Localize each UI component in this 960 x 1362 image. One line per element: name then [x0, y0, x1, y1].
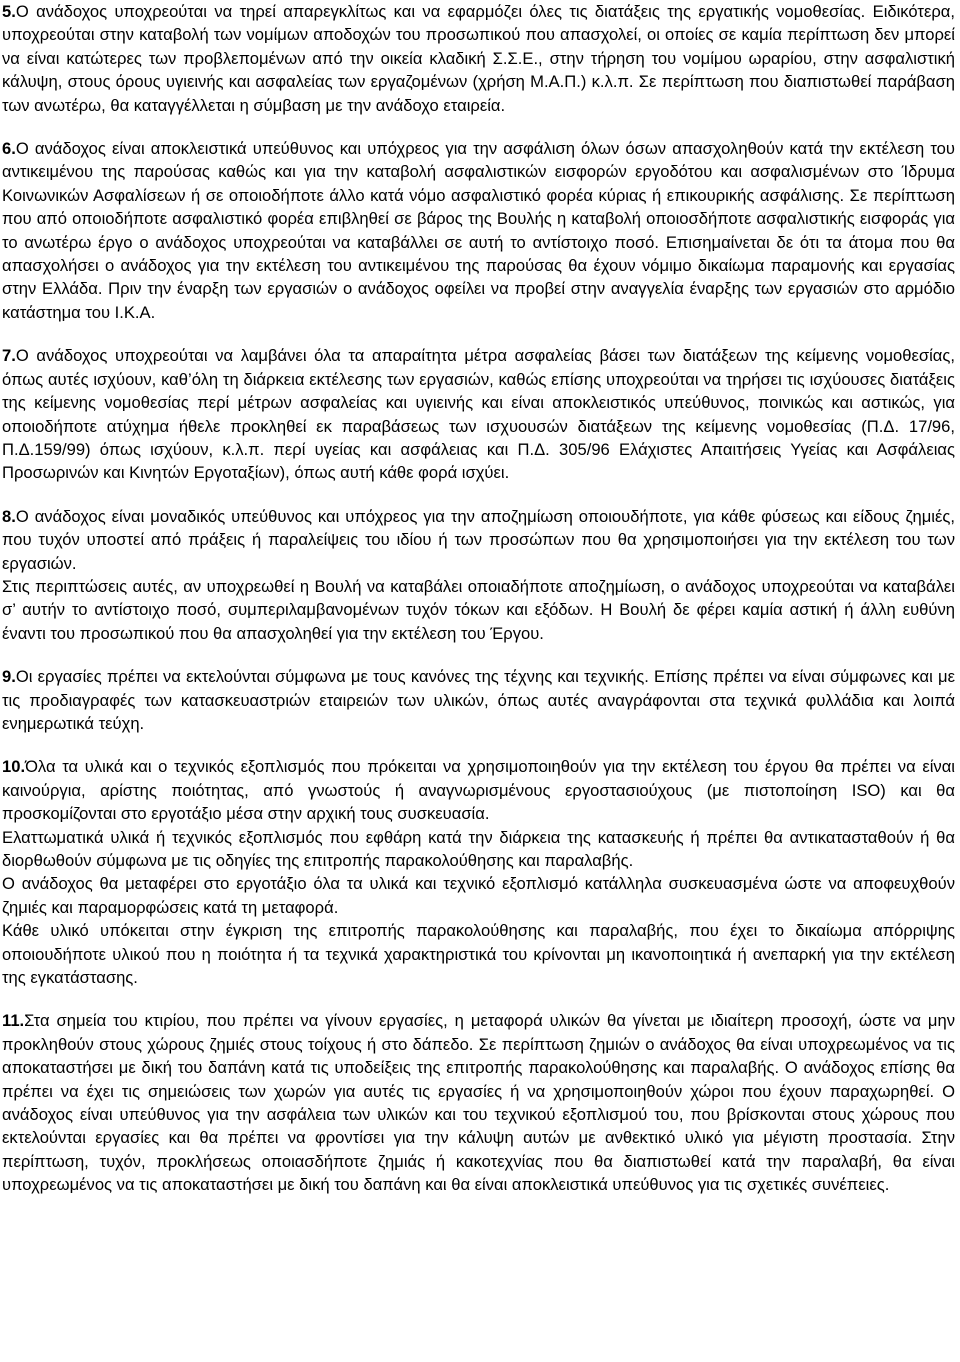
clause-number: 6. — [2, 139, 16, 159]
clause-10-continuation: Κάθε υλικό υπόκειται στην έγκριση της επιτροπής παρακολούθησης και παραλαβής, που έχει το δικαίωμα απόρριψης οποιουδήποτε υλικού που η ποιότητα ή τα τεχνικά χαρακτηριστικά του κρίνονται μη ικανοποιητικά ή ανεπαρκή για την εκτέλεση της εγκατάστασης. — [2, 921, 955, 988]
clause-8-continuation: Στις περιπτώσεις αυτές, αν υποχρεωθεί η Βουλή να καταβάλει οποιαδήποτε αποζημίωση, ο ανάδοχος υποχρεούται να καταβάλει σ’ αυτήν το αντίστοιχο ποσό, συμπεριλαμβανομένων τυχόν τόκων και εξόδων. Η Βουλή δε φέρει καμία αστική ή άλλη ευθύνη έναντι του προσωπικού που θα απασχοληθεί για την εκτέλεση του Έργου. — [2, 576, 955, 643]
clause-number: 10. — [2, 757, 26, 777]
clause-11 — [2, 1009, 955, 1196]
clause-10-continuation: Ελαττωματικά υλικά ή τεχνικός εξοπλισμός που εφθάρη κατά την διάρκεια της κατασκευής ή πρέπει θα αντικατασταθούν ή θα διορθωθούν σύμφωνα με τις οδηγίες της επιτροπής παρακολούθησης και παραλαβής. — [2, 827, 955, 870]
clause-10-continuation: Ο ανάδοχος θα μεταφέρει στο εργοτάξιο όλα τα υλικά και τεχνικό εξοπλισμό κατάλληλα συσκευασμένα ώστε να αποφευχθούν ζημιές και παραμορφώσεις κατά τη μεταφορά. — [2, 874, 955, 917]
clause-number: 8. — [2, 506, 16, 526]
clause-text: Όλα τα υλικά και ο τεχνικός εξοπλισμός που πρόκειται να χρησιμοποιηθούν για την εκτέλεση του έργου θα πρέπει να είναι καινούργια, αρίστης ποιότητας, από γνωστούς ή αναγνωρισμένους εργοστασιούχους (με πιστοποίηση ISO) και θα προσκομίζονται στο εργοτάξιο μέσα στην αρχική τους συσκευασία. — [2, 757, 955, 824]
clause-7 — [2, 344, 955, 484]
clause-5 — [2, 0, 955, 117]
clause-text: Οι εργασίες πρέπει να εκτελούνται σύμφωνα με τους κανόνες της τέχνης και τεχνικής. Επίσης πρέπει να είναι σύμφωνες και με τις προδιαγραφές των κατασκευαστριών εταιρειών των υλικών, όπως αυτές αναγράφονται στα τεχνικά φυλλάδια και λοιπά ενημερωτικά τεύχη. — [2, 667, 955, 733]
clause-text: Ο ανάδοχος υποχρεούται να λαμβάνει όλα τα απαραίτητα μέτρα ασφαλείας βάσει των διατάξεων της κείμενης νομοθεσίας, όπως αυτές ισχύουν, καθ’όλη τη διάρκεια εκτέλεσης των εργασιών, καθώς επίσης υποχρεούται να τηρήσει τις ισχύουσες διατάξεις της κείμενης νομοθεσίας περί μέτρων ασφαλείας και υγιεινής και είναι αποκλειστικός υπεύθυνος, ποινικώς και αστικώς, για οποιοδήποτε ατύχημα ήθελε προκληθεί εκ παραβάσεως των ισχυουσών διατάξεων της κείμενης νομοθεσίας (Π.Δ. 17/96, Π.Δ.159/99) όπως ισχύουν, κ.λ.π. περί υγείας και ασφάλειας και Π.Δ. 305/96 Ελάχιστες Απαιτήσεις Υγείας και Ασφάλειας Προσωρινών και Κινητών Εργοταξίων), όπως αυτή κάθε φορά ισχύει. — [2, 346, 955, 483]
clause-6 — [2, 137, 955, 324]
clause-10 — [2, 755, 955, 825]
clause-text: Ο ανάδοχος είναι μοναδικός υπεύθυνος και υπόχρεος για την αποζημίωση οποιουδήποτε, για κάθε φύσεως και είδους ζημιές, που τυχόν υποστεί από πράξεις ή παραλείψεις του ιδίου ή των προσώπων που θα χρησιμοποιήσει για την εκτέλεση του των εργασιών. — [2, 506, 955, 573]
clause-number: 9. — [2, 667, 16, 687]
clause-9 — [2, 665, 955, 735]
clause-text: Στα σημεία του κτιρίου, που πρέπει να γίνουν εργασίες, η μεταφορά υλικών θα γίνεται με ιδιαίτερη προσοχή, ώστε να μην προκληθούν στους χώρους ζημιές στους τοίχους ή στο δάπεδο. Σε περίπτωση ζημιών ο ανάδοχος θα είναι υποχρεωμένος να τις αποκαταστήσει με δική του δαπάνη κατά τις υποδείξεις της επιτροπής παρακολούθησης και παραλαβής. Ο ανάδοχος επίσης θα πρέπει να έχει τις σημειώσεις των χωρών για αυτές τις εργασίες ή να χρησιμοποιηθούν χώροι που έχουν παραχωρηθεί. Ο ανάδοχος είναι υπεύθυνος για την ασφάλεια των υλικών και του τεχνικού εξοπλισμού του, που βρίσκονται στους χώρους που εκτελούνται εργασίες και θα πρέπει να φροντίσει για την κάλυψη αυτών με ανθεκτικό υλικό για μέγιστη προστασία. Στην περίπτωση, τυχόν, προκλήσεως οποιασδήποτε ζημιάς ή κακοτεχνίας που θα διαπιστωθεί κατά την παραλαβή, θα είναι υποχρεωμένος να τις αποκαταστήσει με δική του δαπάνη και θα είναι αποκλειστικά υπεύθυνος για τις σχετικές συνέπειες. — [2, 1011, 955, 1195]
clause-text: Ο ανάδοχος υποχρεούται να τηρεί απαρεγκλίτως και να εφαρμόζει όλες τις διατάξεις της εργατικής νομοθεσίας. Ειδικότερα, υποχρεούται στην καταβολή των νομίμων αποδοχών του προσωπικού που απασχολεί, οι οποίες σε καμία περίπτωση δεν μπορεί να είναι κατώτερες των προβλεπομένων από την οικεία κλαδική Σ.Σ.Ε., στην τήρηση του νομίμου ωραρίου, στην ασφαλιστική κάλυψη, στους όρους υγιεινής και ασφαλείας των εργαζομένων (χρήση Μ.Α.Π.) κ.λ.π. Σε περίπτωση που διαπιστωθεί παράβαση των ανωτέρω, θα καταγγέλλεται η σύμβαση με την ανάδοχο εταιρεία. — [2, 2, 955, 115]
clause-text: Ο ανάδοχος είναι αποκλειστικά υπεύθυνος και υπόχρεος για την ασφάλιση όλων όσων απασχοληθούν κατά την εκτέλεση του αντικειμένου της παρούσας καθώς και για την καταβολή ασφαλιστικών εισφορών εργοδότου και ασφαλισμένων στο Ίδρυμα Κοινωνικών Ασφαλίσεων ή σε οποιοδήποτε άλλο κατά νόμο ασφαλιστικό φορέα κύριας ή επικουρικής ασφάλισης. Σε περίπτωση που από οποιοδήποτε ασφαλιστικό φορέα επιβληθεί σε βάρος της Βουλής η καταβολή οποιοσδήποτε ασφαλιστικής εισφοράς για το ανωτέρω έργο ο ανάδοχος υποχρεούται να καταβάλλει σε αυτή το αντίστοιχο ποσό. Επισημαίνεται δε ότι τα άτομα που θα απασχολήσει ο ανάδοχος για την εκτέλεση του αντικειμένου της παρούσας θα έχουν νόμιμο δικαίωμα παραμονής και εργασίας στην Ελλάδα. Πριν την έναρξη των εργασιών ο ανάδοχος οφείλει να προβεί στην αναγγελία έναρξης των εργασιών στο αρμόδιο κατάστημα του Ι.Κ.Α. — [2, 139, 955, 322]
clause-number: 5. — [2, 2, 16, 21]
clause-number: 7. — [2, 346, 16, 366]
clause-8 — [2, 505, 955, 575]
clause-number: 11. — [2, 1011, 25, 1031]
